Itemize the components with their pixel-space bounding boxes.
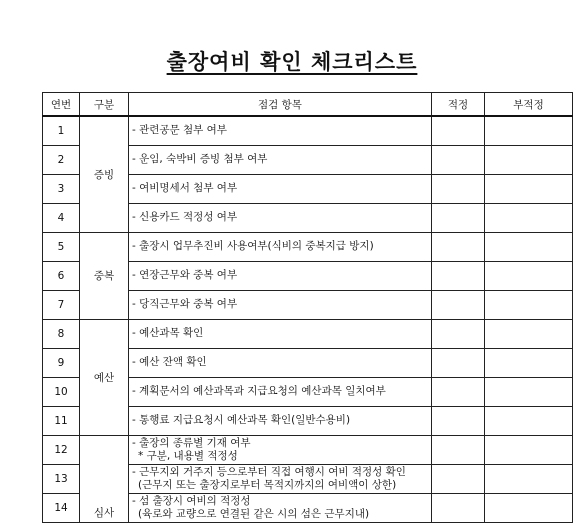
not-ok-check-cell[interactable] — [485, 406, 573, 435]
row-number: 13 — [43, 464, 80, 493]
check-item: - 계획문서의 예산과목과 지급요청의 예산과목 일치여부 — [129, 377, 432, 406]
row-number: 5 — [43, 232, 80, 261]
check-item: - 출장시 업무추진비 사용여부(식비의 중복지급 방지) — [129, 232, 432, 261]
row-number: 12 — [43, 435, 80, 464]
table-row — [43, 232, 573, 261]
row-number: 1 — [43, 116, 80, 145]
check-item-main: - 섬 출장시 여비의 적정성 — [132, 494, 251, 507]
ok-check-cell[interactable] — [432, 116, 485, 145]
checklist-table — [42, 92, 573, 523]
row-number: 11 — [43, 406, 80, 435]
not-ok-check-cell[interactable] — [485, 261, 573, 290]
check-item-main: - 근무지외 거주지 등으로부터 직접 여행시 여비 적정성 확인 — [132, 465, 406, 478]
ok-check-cell[interactable] — [432, 406, 485, 435]
check-item: - 연장근무와 중복 여부 — [129, 261, 432, 290]
check-item — [129, 493, 432, 522]
ok-check-cell[interactable] — [432, 203, 485, 232]
ok-check-cell[interactable] — [432, 261, 485, 290]
row-number: 6 — [43, 261, 80, 290]
check-item: - 예산 잔액 확인 — [129, 348, 432, 377]
row-number: 8 — [43, 319, 80, 348]
not-ok-check-cell[interactable] — [485, 493, 573, 522]
check-item: - 운임, 숙박비 증빙 첨부 여부 — [129, 145, 432, 174]
check-item-sub: * 구분, 내용별 적정성 — [138, 449, 238, 462]
row-number: 10 — [43, 377, 80, 406]
page-title — [0, 46, 584, 76]
ok-check-cell[interactable] — [432, 319, 485, 348]
ok-check-cell[interactable] — [432, 435, 485, 464]
table-row — [43, 116, 573, 145]
category-cell: 중복 — [80, 232, 129, 319]
ok-check-cell[interactable] — [432, 232, 485, 261]
check-item: - 관련공문 첨부 여부 — [129, 116, 432, 145]
table-row — [43, 435, 573, 464]
check-item — [129, 435, 432, 464]
check-item-main: - 출장의 종류별 기재 여부 — [132, 436, 251, 449]
table-header-row — [43, 93, 573, 117]
check-item: - 통행료 지급요청시 예산과목 확인(일반수용비) — [129, 406, 432, 435]
not-ok-check-cell[interactable] — [485, 435, 573, 464]
header-item: 점검 항목 — [129, 93, 432, 117]
category-cell: 예산 — [80, 319, 129, 435]
row-number: 4 — [43, 203, 80, 232]
row-number: 14 — [43, 493, 80, 522]
ok-check-cell[interactable] — [432, 464, 485, 493]
ok-check-cell[interactable] — [432, 493, 485, 522]
not-ok-check-cell[interactable] — [485, 464, 573, 493]
check-item: - 여비명세서 첨부 여부 — [129, 174, 432, 203]
check-item: - 신용카드 적정성 여부 — [129, 203, 432, 232]
ok-check-cell[interactable] — [432, 377, 485, 406]
not-ok-check-cell[interactable] — [485, 232, 573, 261]
row-number: 7 — [43, 290, 80, 319]
category-cell: 증빙 — [80, 116, 129, 232]
header-not-ok: 부적정 — [485, 93, 573, 117]
not-ok-check-cell[interactable] — [485, 348, 573, 377]
ok-check-cell[interactable] — [432, 174, 485, 203]
ok-check-cell[interactable] — [432, 348, 485, 377]
row-number: 2 — [43, 145, 80, 174]
check-item-sub: (근무지 또는 출장지로부터 목적지까지의 여비액이 상한) — [138, 478, 397, 491]
not-ok-check-cell[interactable] — [485, 319, 573, 348]
header-no: 연번 — [43, 93, 80, 117]
row-number: 9 — [43, 348, 80, 377]
not-ok-check-cell[interactable] — [485, 174, 573, 203]
check-item: - 예산과목 확인 — [129, 319, 432, 348]
ok-check-cell[interactable] — [432, 290, 485, 319]
not-ok-check-cell[interactable] — [485, 116, 573, 145]
header-ok: 적정 — [432, 93, 485, 117]
title-text: 출장여비 확인 체크리스트 — [166, 50, 418, 74]
ok-check-cell[interactable] — [432, 145, 485, 174]
check-item — [129, 464, 432, 493]
row-number: 3 — [43, 174, 80, 203]
not-ok-check-cell[interactable] — [485, 203, 573, 232]
not-ok-check-cell[interactable] — [485, 377, 573, 406]
check-item: - 당직근무와 중복 여부 — [129, 290, 432, 319]
category-cell: 심사 — [80, 435, 129, 522]
not-ok-check-cell[interactable] — [485, 145, 573, 174]
not-ok-check-cell[interactable] — [485, 290, 573, 319]
check-item-sub: (육로와 교량으로 연결된 같은 시의 섬은 근무지내) — [138, 507, 370, 520]
table-row — [43, 319, 573, 348]
header-category: 구분 — [80, 93, 129, 117]
